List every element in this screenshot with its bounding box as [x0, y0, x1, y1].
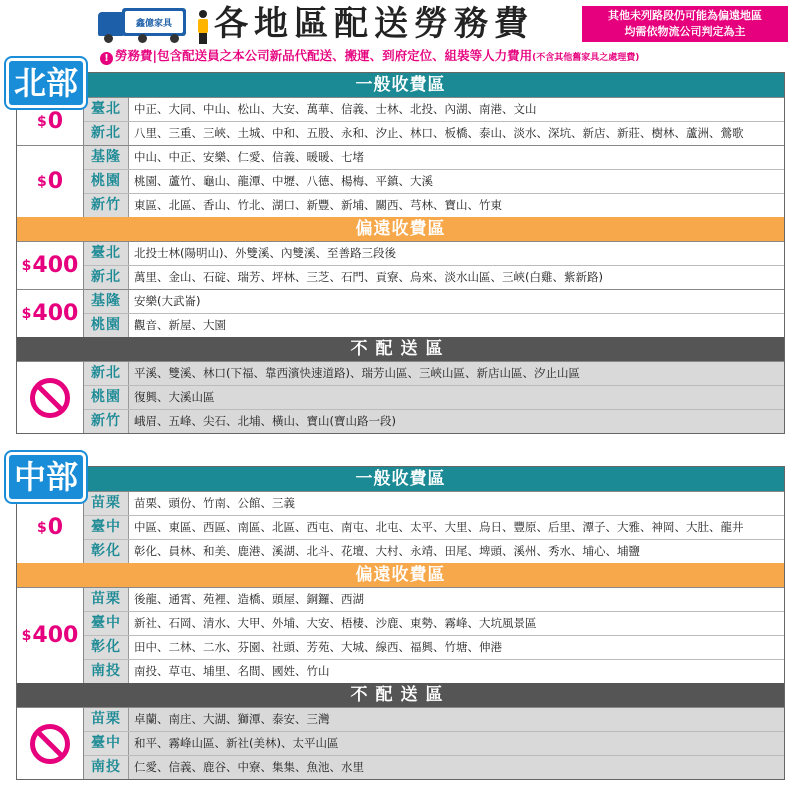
subtitle — [100, 46, 639, 65]
city-label: 臺中 — [84, 732, 129, 755]
currency-symbol: $ — [36, 113, 47, 130]
section-header-dark: 不配送區 — [17, 683, 784, 707]
city-label: 臺北 — [84, 98, 129, 121]
city-label: 南投 — [84, 660, 129, 683]
city-label: 新竹 — [84, 410, 129, 433]
section-header-dark: 不配送區 — [17, 337, 784, 361]
fee-group — [17, 241, 784, 289]
fee-price — [17, 290, 84, 337]
table-row — [84, 385, 784, 409]
currency-symbol: $ — [21, 627, 32, 644]
district-list: 仁愛、信義、鹿谷、中寮、集集、魚池、水里 — [134, 760, 364, 774]
table-row — [84, 290, 784, 313]
truck-logo-icon — [98, 6, 198, 42]
district-list: 苗栗、頭份、竹南、公館、三義 — [134, 496, 295, 510]
city-label: 基隆 — [84, 290, 129, 313]
fee-group — [17, 491, 784, 563]
district-list: 東區、北區、香山、竹北、湖口、新豐、新埔、關西、芎林、寶山、竹東 — [134, 198, 502, 212]
fee-price — [17, 492, 84, 563]
city-label: 苗栗 — [84, 492, 129, 515]
price-amount: 0 — [47, 109, 64, 134]
page-header — [0, 0, 800, 66]
city-label: 桃園 — [84, 386, 129, 409]
table-row — [84, 492, 784, 515]
district-list: 八里、三重、三峽、土城、中和、五股、永和、汐止、林口、板橋、泰山、淡水、深坑、新店、新莊、樹林、蘆洲、鶯歌 — [134, 126, 744, 140]
city-label: 臺北 — [84, 242, 129, 265]
table-row — [84, 731, 784, 755]
subtitle-text: 勞務費|包含配送員之本公司新品代配送、搬運、到府定位、組裝等人力費用 — [115, 48, 533, 63]
currency-symbol: $ — [21, 305, 32, 322]
district-list: 安樂(大武崙) — [134, 294, 201, 308]
table-row — [84, 242, 784, 265]
table-row — [84, 588, 784, 611]
section-header-teal: 一般收費區 — [17, 467, 784, 491]
district-list: 觀音、新屋、大園 — [134, 318, 226, 332]
logo-text: 鑫億家具 — [125, 11, 183, 33]
fee-group — [17, 289, 784, 337]
table-row — [84, 169, 784, 193]
district-list: 田中、二林、二水、芬園、社頭、芳苑、大城、線西、福興、竹塘、伸港 — [134, 640, 502, 654]
table-row — [84, 539, 784, 563]
city-label: 臺中 — [84, 612, 129, 635]
city-label: 南投 — [84, 756, 129, 779]
section-header-orange: 偏遠收費區 — [17, 563, 784, 587]
district-list: 卓蘭、南庄、大湖、獅潭、泰安、三灣 — [134, 712, 330, 726]
district-list: 彰化、員林、和美、鹿港、溪湖、北斗、花壇、大村、永靖、田尾、埤頭、溪州、秀水、埔心、埔鹽 — [134, 544, 640, 558]
table-row — [84, 755, 784, 779]
price-amount: 0 — [47, 515, 64, 540]
district-list: 和平、霧峰山區、新社(美林)、太平山區 — [134, 736, 339, 750]
city-label: 新竹 — [84, 194, 129, 217]
district-list: 中正、大同、中山、松山、大安、萬華、信義、士林、北投、內湖、南港、文山 — [134, 102, 537, 116]
table-row — [84, 635, 784, 659]
subtitle-small: (不含其他舊家具之處理費) — [532, 53, 640, 63]
fee-price — [17, 588, 84, 683]
table-row — [84, 313, 784, 337]
no-entry-icon — [30, 378, 70, 418]
currency-symbol: $ — [36, 519, 47, 536]
district-list: 桃園、蘆竹、龜山、龍潭、中壢、八德、楊梅、平鎮、大溪 — [134, 174, 433, 188]
district-list: 中山、中正、安樂、仁愛、信義、暖暖、七堵 — [134, 150, 364, 164]
city-label: 臺中 — [84, 516, 129, 539]
city-label: 苗栗 — [84, 588, 129, 611]
region-table-central — [16, 466, 785, 780]
fee-group — [17, 361, 784, 433]
district-list: 新社、石岡、清水、大甲、外埔、大安、梧棲、沙鹿、東勢、霧峰、大坑風景區 — [134, 616, 537, 630]
table-row — [84, 265, 784, 289]
district-list: 峨眉、五峰、尖石、北埔、橫山、寶山(寶山路一段) — [134, 414, 396, 428]
section-header-orange: 偏遠收費區 — [17, 217, 784, 241]
city-label: 桃園 — [84, 170, 129, 193]
district-list: 南投、草屯、埔里、名間、國姓、竹山 — [134, 664, 330, 678]
exclamation-icon: ! — [100, 52, 113, 65]
city-label: 新北 — [84, 122, 129, 145]
page-title: 各地區配送勞務費 — [214, 4, 534, 44]
price-amount: 400 — [32, 253, 79, 278]
notice-box — [582, 6, 788, 42]
city-label: 新北 — [84, 266, 129, 289]
currency-symbol: $ — [21, 257, 32, 274]
fee-price — [17, 146, 84, 217]
fee-group — [17, 145, 784, 217]
city-label: 彰化 — [84, 540, 129, 563]
currency-symbol: $ — [36, 173, 47, 190]
city-label: 新北 — [84, 362, 129, 385]
no-entry-icon — [30, 724, 70, 764]
table-row — [84, 611, 784, 635]
fee-price — [17, 708, 84, 779]
district-list: 復興、大溪山區 — [134, 390, 215, 404]
district-list: 中區、東區、西區、南區、北區、西屯、南屯、北屯、太平、大里、烏日、豐原、后里、潭子、大雅、神岡、大肚、龍井 — [134, 520, 744, 534]
table-row — [84, 193, 784, 217]
price-amount: 0 — [47, 169, 64, 194]
city-label: 桃園 — [84, 314, 129, 337]
fee-group — [17, 707, 784, 779]
district-list: 平溪、雙溪、林口(下福、靠西濱快速道路)、瑞芳山區、三峽山區、新店山區、汐止山區 — [134, 366, 580, 380]
price-amount: 400 — [32, 301, 79, 326]
district-list: 萬里、金山、石碇、瑞芳、坪林、三芝、石門、貢寮、烏來、淡水山區、三峽(白雞、紫新路) — [134, 270, 603, 284]
table-row — [84, 146, 784, 169]
section-header-teal: 一般收費區 — [17, 73, 784, 97]
fee-price — [17, 362, 84, 433]
price-amount: 400 — [32, 623, 79, 648]
notice-line-2: 均需依物流公司判定為主 — [624, 25, 746, 38]
city-label: 苗栗 — [84, 708, 129, 731]
city-label: 彰化 — [84, 636, 129, 659]
fee-group — [17, 587, 784, 683]
table-row — [84, 362, 784, 385]
table-row — [84, 121, 784, 145]
table-row — [84, 659, 784, 683]
region-badge-north: 北部 — [6, 58, 86, 108]
table-row — [84, 515, 784, 539]
notice-line-1: 其他未列路段仍可能為偏遠地區 — [608, 9, 762, 22]
region-badge-central: 中部 — [6, 452, 86, 502]
table-row — [84, 409, 784, 433]
region-table-north — [16, 72, 785, 434]
fee-group — [17, 97, 784, 145]
city-label: 基隆 — [84, 146, 129, 169]
worker-icon — [196, 10, 210, 44]
table-row — [84, 98, 784, 121]
fee-price — [17, 242, 84, 289]
table-row — [84, 708, 784, 731]
district-list: 後龍、通霄、苑裡、造橋、頭屋、銅鑼、西湖 — [134, 592, 364, 606]
district-list: 北投士林(陽明山)、外雙溪、內雙溪、至善路三段後 — [134, 246, 396, 260]
